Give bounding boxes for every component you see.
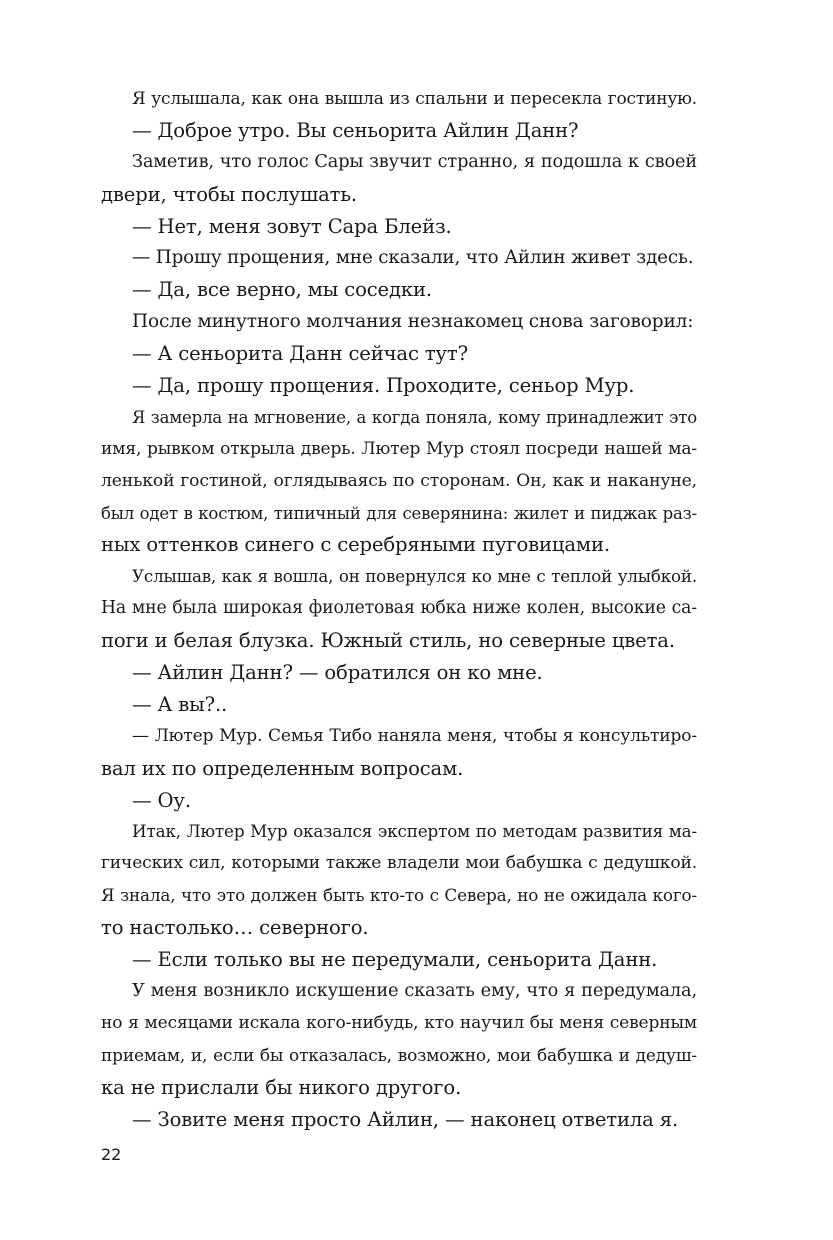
text-line: — Зовите меня просто Айлин, — наконец ответила я. [132, 1107, 679, 1131]
text-line: После минутного молчания незнакомец снова заговорил: [132, 311, 694, 333]
text-line: Я знала, что это должен быть кто-то с Севера, но не ожидала кого- [101, 885, 697, 906]
text-line: гических сил, которыми также владели мои бабушка с дедушкой. [101, 853, 697, 874]
text-line: то настолько… северного. [101, 916, 369, 940]
text-line: был одет в костюм, типичный для северянина: жилет и пиджак раз- [101, 503, 697, 523]
text-line: На мне была широкая фиолетовая юбка ниже колен, высокие са- [101, 598, 697, 619]
text-line: — Доброе утро. Вы сеньорита Айлин Данн? [132, 118, 579, 142]
text-line: Я замерла на мгновение, а когда поняла, кому принадлежит это [132, 407, 697, 427]
text-line: Итак, Лютер Мур оказался экспертом по методам развития ма- [132, 821, 697, 842]
text-line: — Да, все верно, мы соседки. [132, 278, 433, 302]
page-number: 22 [101, 1145, 122, 1164]
text-line: ка не прислали бы никого другого. [101, 1075, 462, 1099]
text-line: Услышав, как я вошла, он повернулся ко мне с теплой улыбкой. [132, 567, 697, 587]
text-line: — Нет, меня зовут Сара Блейз. [132, 214, 452, 238]
text-line: — А вы?.. [132, 692, 228, 716]
text-line: приемам, и, если бы отказалась, возможно, мои бабушка и дедуш- [101, 1044, 697, 1065]
body-text [101, 83, 697, 1135]
text-line: ленькой гостиной, оглядываясь по сторонам. Он, как и накануне, [101, 470, 697, 491]
text-line: поги и белая блузка. Южный стиль, но северные цвета. [101, 629, 675, 653]
text-line: — Прошу прощения, мне сказали, что Айлин живет здесь. [132, 247, 694, 269]
text-line: — Оу. [132, 788, 191, 812]
text-line: Я услышала, как она вышла из спальни и пересекла гостиную. [132, 88, 697, 108]
text-line: двери, чтобы послушать. [101, 182, 357, 206]
text-line: ных оттенков синего с серебряными пуговицами. [101, 533, 610, 557]
text-line: имя, рывком открыла дверь. Лютер Мур стоял посреди нашей ма- [101, 438, 697, 459]
text-line: но я месяцами искала кого-нибудь, кто научил бы меня северным [101, 1012, 697, 1033]
text-line: — Если только вы не передумали, сеньорита Данн. [132, 948, 658, 972]
text-line: — А сеньорита Данн сейчас тут? [132, 342, 468, 366]
text-line: — Айлин Данн? — обратился он ко мне. [132, 661, 543, 685]
text-line: вал их по определенным вопросам. [101, 756, 464, 780]
text-line: — Да, прошу прощения. Проходите, сеньор Мур. [132, 374, 635, 398]
text-line: — Лютер Мур. Семья Тибо наняла меня, чтобы я консультиро- [132, 725, 697, 746]
text-line: Заметив, что голос Сары звучит странно, я подошла к своей [132, 151, 697, 172]
text-line: У меня возникло искушение сказать ему, что я передумала, [132, 980, 697, 1001]
